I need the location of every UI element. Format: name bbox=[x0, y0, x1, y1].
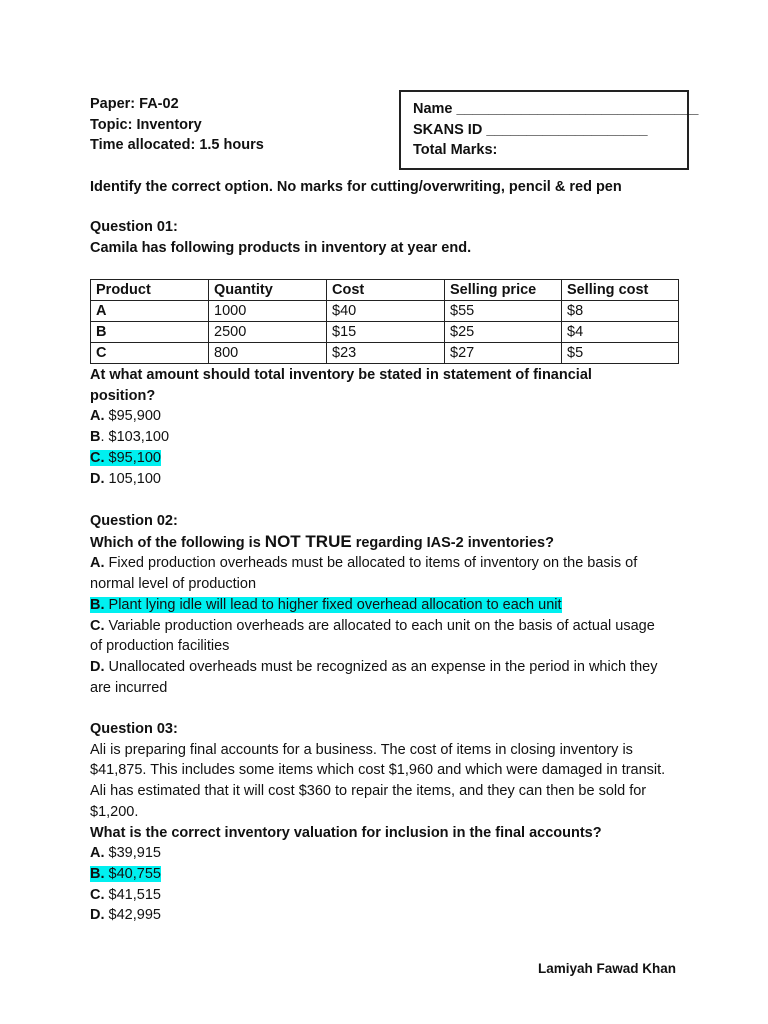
question-02-title: Question 02: bbox=[90, 513, 178, 529]
table-header: Cost bbox=[327, 280, 445, 301]
question-01-text: At what amount should total inventory be stated in statement of financial bbox=[90, 367, 592, 383]
table-cell: 2500 bbox=[209, 322, 327, 343]
option-c: C. Variable production overheads are allocated to each unit on the basis of actual usage bbox=[90, 617, 655, 634]
table-header: Selling cost bbox=[562, 280, 679, 301]
paper-code: Paper: FA-02 bbox=[90, 96, 179, 112]
option-a: A. Fixed production overheads must be allocated to items of inventory on the basis of bbox=[90, 555, 638, 572]
table-cell: $15 bbox=[327, 322, 445, 343]
option-d: D. $42,995 bbox=[90, 907, 161, 924]
question-01-body bbox=[90, 365, 690, 489]
option-a-cont: normal level of production bbox=[90, 576, 257, 593]
table-cell: $55 bbox=[445, 301, 562, 322]
question-01-intro: Camila has following products in inventory at year end. bbox=[90, 239, 472, 256]
option-a: A. $39,915 bbox=[90, 845, 161, 862]
table-cell: $4 bbox=[562, 322, 679, 343]
question-03 bbox=[90, 719, 690, 926]
table-header: Quantity bbox=[209, 280, 327, 301]
table-cell: $5 bbox=[562, 343, 679, 364]
name-field: Name ______________________________ bbox=[413, 101, 699, 117]
question-03-title: Question 03: bbox=[90, 721, 178, 737]
paper-time: Time allocated: 1.5 hours bbox=[90, 137, 264, 154]
option-b: B. $103,100 bbox=[90, 429, 170, 446]
table-cell: 1000 bbox=[209, 301, 327, 322]
table-header-row bbox=[91, 280, 679, 301]
question-03-body: Ali is preparing final accounts for a business. The cost of items in closing inventory is bbox=[90, 741, 633, 758]
question-03-body: Ali has estimated that it will cost $360 to repair the items, and they can then be sold for bbox=[90, 783, 647, 800]
question-01-header bbox=[90, 217, 690, 258]
table-cell: 800 bbox=[209, 343, 327, 364]
table-cell: A bbox=[91, 301, 209, 322]
table-row bbox=[91, 301, 679, 322]
instructions: Identify the correct option. No marks for cutting/overwriting, pencil & red pen bbox=[90, 179, 622, 195]
option-a: A. $95,900 bbox=[90, 408, 161, 425]
inventory-table bbox=[90, 279, 679, 364]
question-03-body: $1,200. bbox=[90, 803, 139, 820]
total-marks-field: Total Marks: bbox=[413, 142, 498, 159]
option-b-correct: B. Plant lying idle will lead to higher fixed overhead allocation to each unit bbox=[90, 596, 562, 613]
option-c-correct: C. $95,100 bbox=[90, 449, 161, 466]
table-cell: $27 bbox=[445, 343, 562, 364]
question-03-text: What is the correct inventory valuation for inclusion in the final accounts? bbox=[90, 824, 602, 841]
option-d: D. 105,100 bbox=[90, 470, 161, 487]
table-cell: $23 bbox=[327, 343, 445, 364]
table-row bbox=[91, 322, 679, 343]
question-02-text: Which of the following is NOT TRUE regarding IAS-2 inventories? bbox=[90, 531, 554, 551]
skans-id-field: SKANS ID ____________________ bbox=[413, 121, 648, 138]
table-cell: $25 bbox=[445, 322, 562, 343]
option-c: C. $41,515 bbox=[90, 886, 161, 903]
option-b-correct: B. $40,755 bbox=[90, 865, 161, 882]
table-cell: C bbox=[91, 343, 209, 364]
option-d: D. Unallocated overheads must be recognized as an expense in the period in which they bbox=[90, 658, 658, 675]
question-01-text: position? bbox=[90, 387, 156, 404]
option-c-cont: of production facilities bbox=[90, 638, 230, 655]
question-01-title: Question 01: bbox=[90, 219, 178, 235]
table-cell: $40 bbox=[327, 301, 445, 322]
option-d-cont: are incurred bbox=[90, 679, 168, 696]
author-name: Lamiyah Fawad Khan bbox=[537, 961, 676, 976]
table-cell: $8 bbox=[562, 301, 679, 322]
question-02 bbox=[90, 511, 690, 698]
table-row bbox=[91, 343, 679, 364]
question-03-body: $41,875. This includes some items which cost $1,960 and which were damaged in transit. bbox=[90, 762, 666, 779]
student-info-box bbox=[399, 90, 699, 170]
table-header: Product bbox=[91, 280, 209, 301]
paper-topic: Topic: Inventory bbox=[90, 116, 202, 133]
table-header: Selling price bbox=[445, 280, 562, 301]
table-cell: B bbox=[91, 322, 209, 343]
